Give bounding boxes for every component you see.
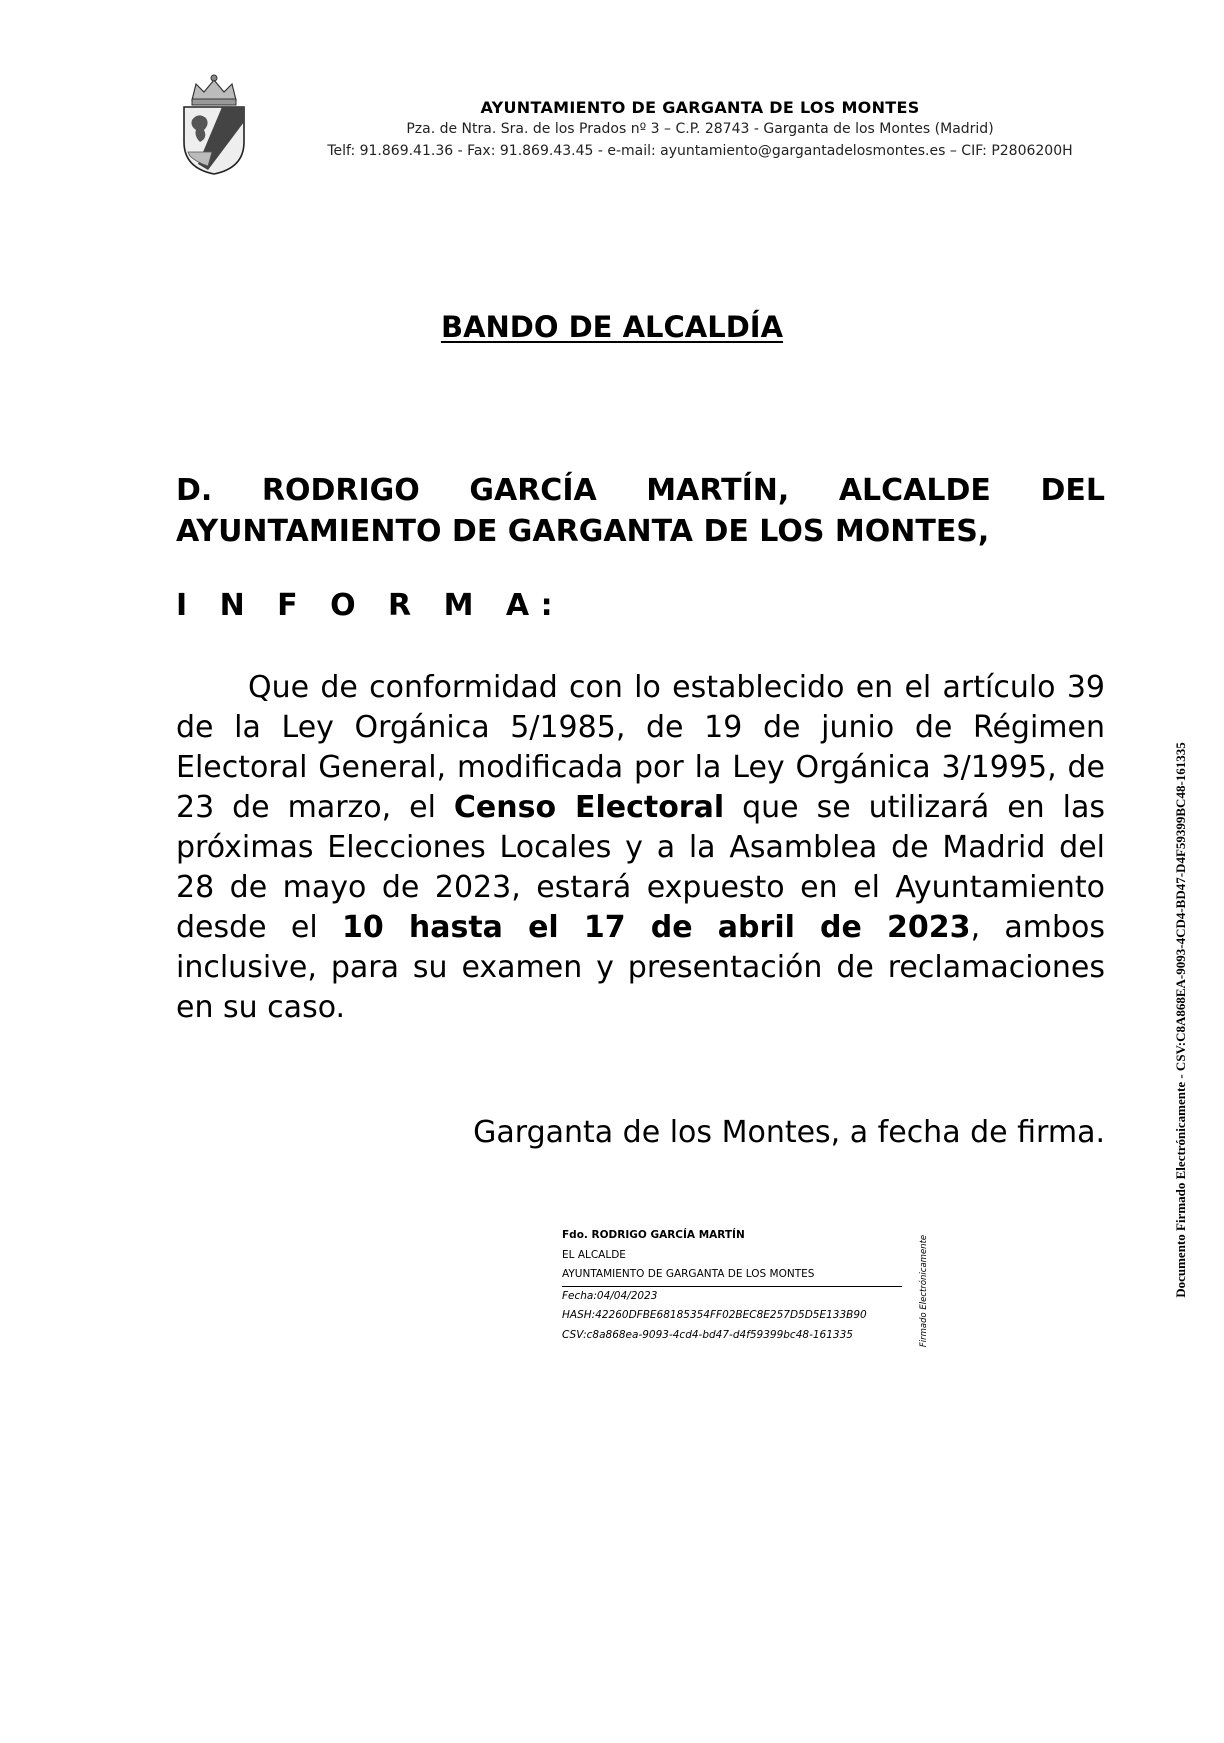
official-line-2: AYUNTAMIENTO DE GARGANTA DE LOS MONTES,	[176, 514, 990, 549]
body-paragraph	[176, 668, 1105, 1028]
signature-block	[562, 1226, 902, 1345]
informa-heading: I N F O R M A:	[176, 588, 564, 623]
signature-vertical-text: Firmado Electrónicamente	[919, 1234, 930, 1348]
signature-hash: HASH:42260DFBE68185354FF02BEC8E257D5D5E133B90	[562, 1309, 867, 1321]
body-bold-dates: 10 hasta el 17 de abril de 2023	[341, 910, 971, 945]
signature-csv: CSV:c8a868ea-9093-4cd4-bd47-d4f59399bc48-161335	[562, 1328, 853, 1341]
signature-vertical-label	[917, 1236, 931, 1346]
document-title: BANDO DE ALCALDÍA	[440, 310, 784, 344]
signature-role: EL ALCALDE	[562, 1248, 626, 1261]
body-text-part-2: que se utilizará en las próximas Elecciones Locales y a la Asamblea de Madrid del 28 de mayo de 2023, estará expuesto en el Ayuntamiento desde el	[176, 790, 1105, 945]
signature-organization: AYUNTAMIENTO DE GARGANTA DE LOS MONTES	[562, 1265, 902, 1287]
body-text-part-1: Que de conformidad con lo establecido en el artículo 39 de la Ley Orgánica 5/1985, de 19 de junio de Régimen Electoral General, modificada por la Ley Orgánica 3/1995, de 23 de marzo, el	[176, 670, 1105, 825]
place-date: Garganta de los Montes, a fecha de firma.	[473, 1115, 1105, 1150]
official-heading	[176, 470, 1105, 552]
side-stamp-text: Documento Firmado Electrónicamente - CSV:C8A868EA-9093-4CD4-BD47-D4F59399BC48-161335	[1173, 742, 1189, 1298]
letterhead-contact: Telf: 91.869.41.36 - Fax: 91.869.43.45 - e-mail: ayuntamiento@gargantadelosmontes.es – CIF: P2806200H	[327, 143, 1073, 159]
body-text-part-3: , ambos inclusive, para su examen y presentación de reclamaciones en su caso.	[176, 910, 1105, 1025]
letterhead-title: AYUNTAMIENTO DE GARGANTA DE LOS MONTES	[480, 98, 920, 117]
official-line-1: D. RODRIGO GARCÍA MARTÍN, ALCALDE DEL	[176, 473, 1105, 508]
letterhead-address: Pza. de Ntra. Sra. de los Prados nº 3 – C.P. 28743 - Garganta de los Montes (Madrid)	[406, 121, 994, 137]
side-stamp	[1170, 700, 1192, 1340]
coat-of-arms-icon	[178, 72, 250, 176]
signature-name: Fdo. RODRIGO GARCÍA MARTÍN	[562, 1229, 745, 1241]
body-bold-census: Censo Electoral	[453, 790, 725, 825]
signature-date: Fecha:04/04/2023	[562, 1289, 658, 1302]
letterhead	[270, 98, 1130, 162]
